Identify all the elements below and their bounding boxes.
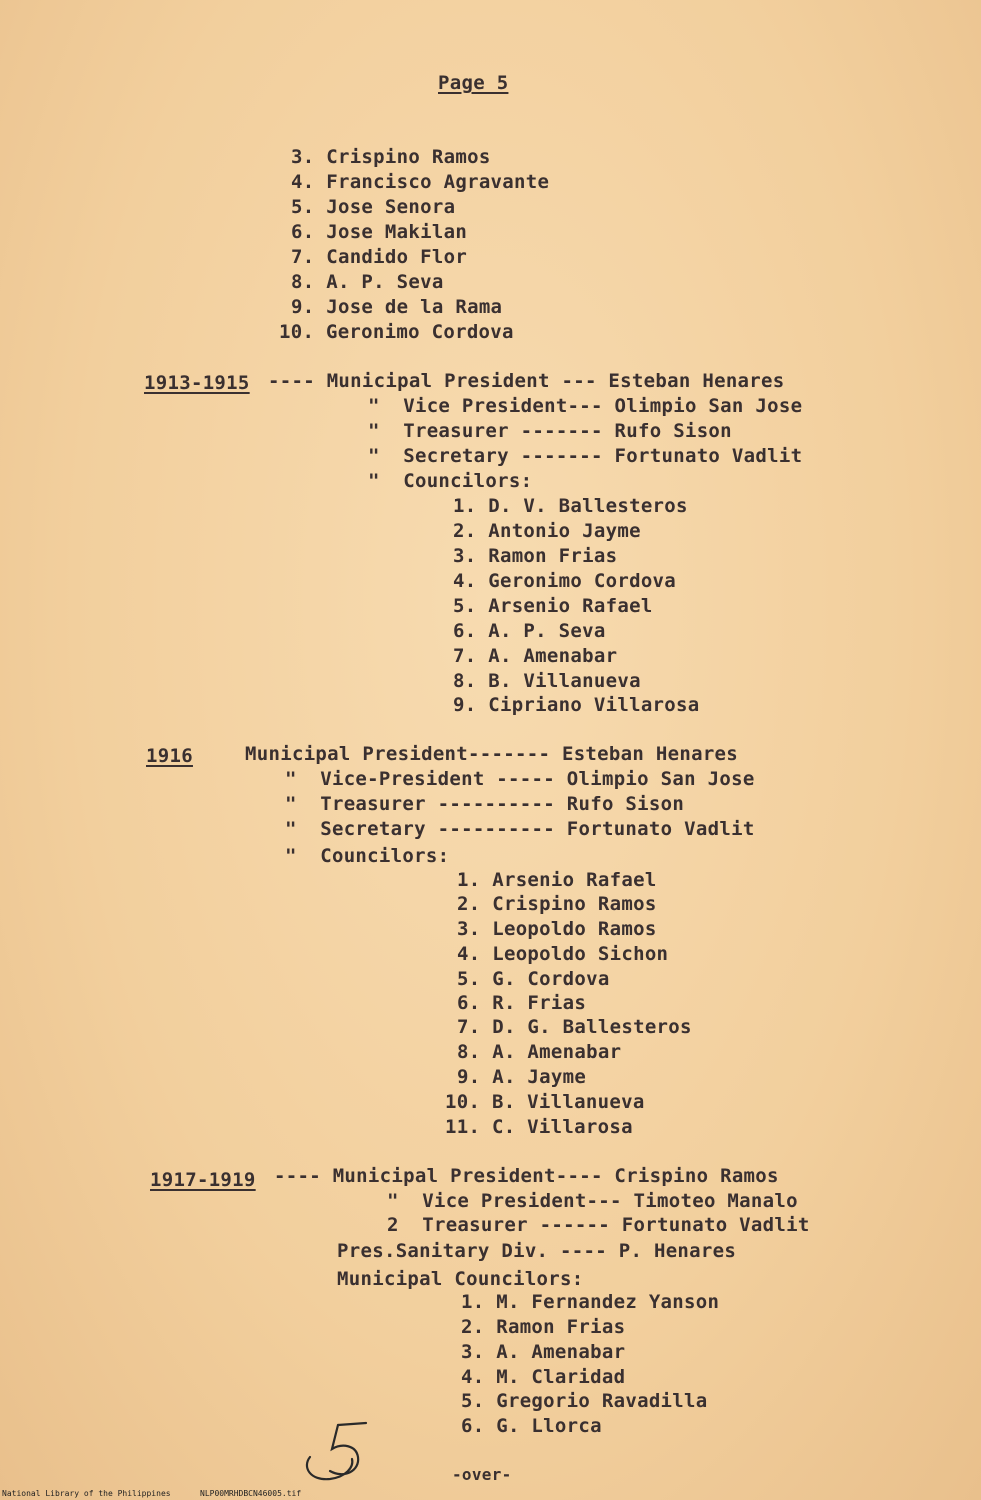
councilor-item: 6. G. Llorca [461,1415,602,1437]
councilor-item: 8. A. Amenabar [457,1041,622,1063]
councilor-item: 5. G. Cordova [457,968,610,990]
over-note: -over- [452,1465,512,1484]
list-item: 4. Francisco Agravante [291,171,550,193]
list-item: 6. Jose Makilan [291,221,468,243]
councilor-item: 4. Leopoldo Sichon [457,943,669,965]
councilor-item: 4. M. Claridad [461,1366,626,1388]
councilor-item: 8. B. Villanueva [453,670,641,692]
councilor-item: 1. Arsenio Rafael [457,869,657,891]
councilor-item: 3. Ramon Frias [453,545,618,567]
officer-line: Municipal President------- Esteban Henares [245,743,739,765]
councilor-item: 3. A. Amenabar [461,1341,626,1363]
officer-line: " Vice-President ----- Olimpio San Jose [285,768,755,790]
section-year-1913: 1913-1915 [144,372,250,394]
councilor-item: 2. Ramon Frias [461,1316,626,1338]
list-item: 10. Geronimo Cordova [279,321,514,343]
councilor-item: 5. Gregorio Ravadilla [461,1390,708,1412]
list-item: 3. Crispino Ramos [291,146,491,168]
councilor-item: 11. C. Villarosa [445,1116,633,1138]
officer-line: " Councilors: [285,845,450,867]
officer-line: ---- Municipal President --- Esteban Henares [268,370,785,392]
section-year-1917: 1917-1919 [150,1169,256,1191]
officer-line: Pres.Sanitary Div. ---- P. Henares [337,1240,737,1262]
list-item: 7. Candido Flor [291,246,468,268]
councilor-item: 7. D. G. Ballesteros [457,1016,692,1038]
councilor-item: 9. Cipriano Villarosa [453,694,700,716]
officer-line: 2 Treasurer ------ Fortunato Vadlit [387,1214,810,1236]
councilor-item: 1. M. Fernandez Yanson [461,1291,720,1313]
officer-line: " Treasurer ------- Rufo Sison [368,420,732,442]
list-item: 5. Jose Senora [291,196,456,218]
officer-line: " Vice President--- Timoteo Manalo [387,1190,798,1212]
officer-line: " Secretary ---------- Fortunato Vadlit [285,818,755,840]
councilor-item: 1. D. V. Ballesteros [453,495,688,517]
footer-filename: NLP00MRHDBCN46005.tif [200,1489,302,1498]
councilor-item: 2. Crispino Ramos [457,893,657,915]
officer-line: " Treasurer ---------- Rufo Sison [285,793,685,815]
page-title: Page 5 [438,72,509,94]
section-year-1916: 1916 [146,745,193,767]
footer-source: National Library of the Philippines [2,1489,171,1498]
councilor-item: 4. Geronimo Cordova [453,570,677,592]
councilor-item: 2. Antonio Jayme [453,520,641,542]
officer-line: ---- Municipal President---- Crispino Ramos [274,1165,779,1187]
councilor-item: 6. R. Frias [457,992,587,1014]
officer-line: Municipal Councilors: [337,1268,584,1290]
officer-line: " Vice President--- Olimpio San Jose [368,395,803,417]
officer-line: " Councilors: [368,470,533,492]
councilor-item: 10. B. Villanueva [445,1091,645,1113]
officer-line: " Secretary ------- Fortunato Vadlit [368,445,803,467]
councilor-item: 9. A. Jayme [457,1066,587,1088]
councilor-item: 5. Arsenio Rafael [453,595,653,617]
councilor-item: 6. A. P. Seva [453,620,606,642]
councilor-item: 3. Leopoldo Ramos [457,918,657,940]
handwritten-page-number [296,1405,386,1485]
list-item: 9. Jose de la Rama [291,296,503,318]
councilor-item: 7. A. Amenabar [453,645,618,667]
list-item: 8. A. P. Seva [291,271,444,293]
